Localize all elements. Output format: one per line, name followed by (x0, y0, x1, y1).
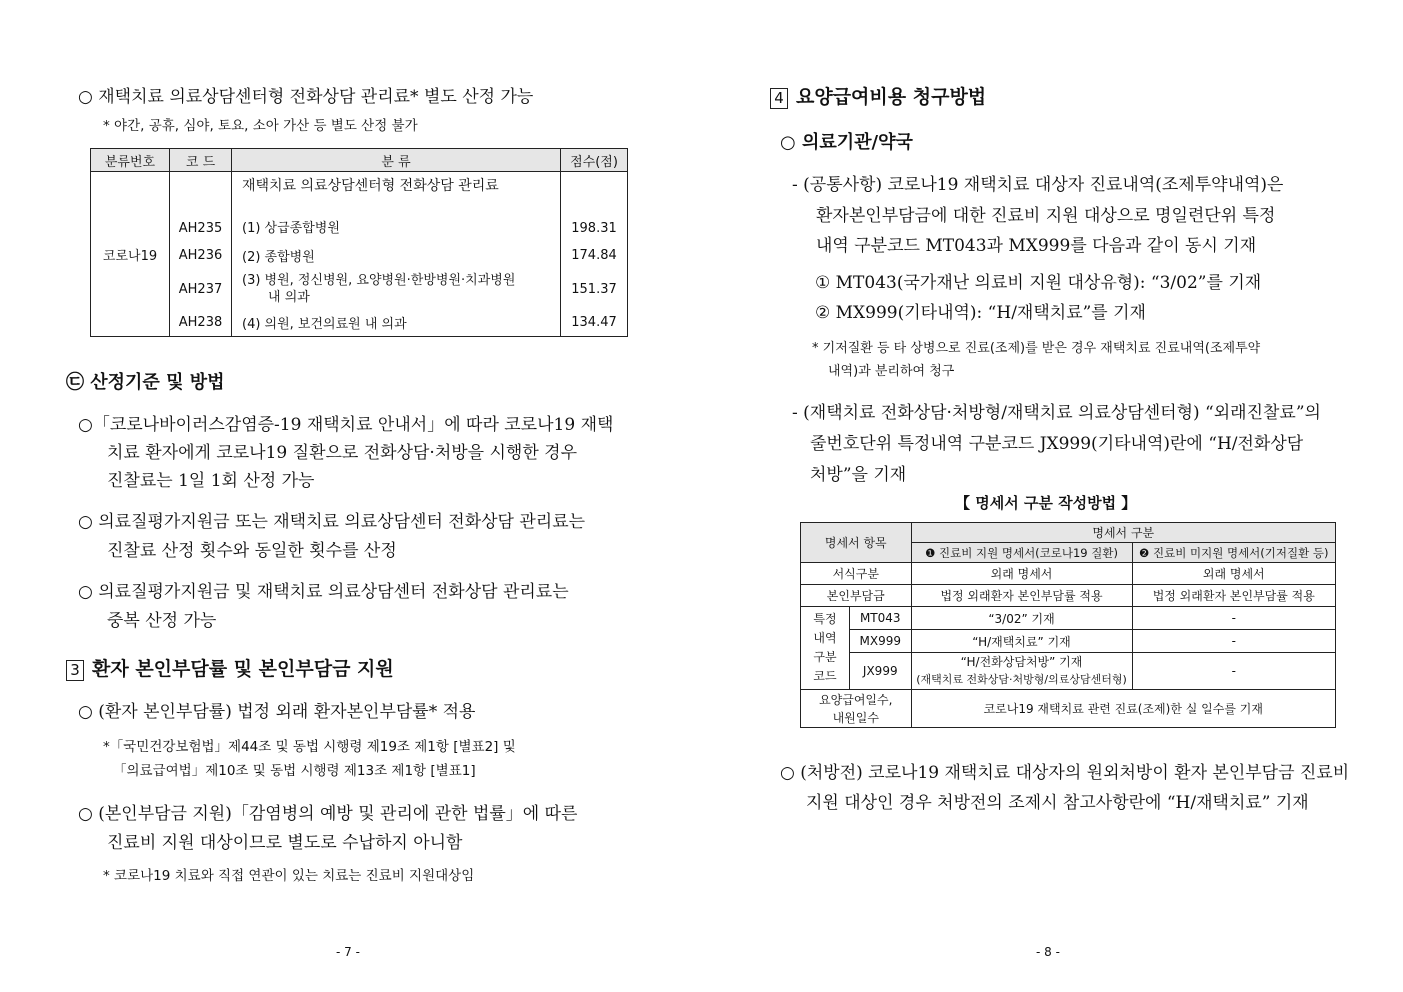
th-name: 분 류 (232, 149, 561, 172)
para-line: 환자본인부담금에 대한 진료비 지원 대상으로 명일련단위 특정 (816, 206, 1276, 226)
para-line: 내역 구분코드 MT043과 MX999를 다음과 같이 동시 기재 (816, 236, 1257, 256)
table-caption: 【 명세서 구분 작성방법 】 (955, 494, 1137, 512)
para-line: 진찰료 산정 횟수와 동일한 횟수를 산정 (107, 541, 397, 561)
cell: 법정 외래환자 본인부담률 적용 (1132, 585, 1335, 607)
cell: “3/02” 기재 (911, 607, 1132, 630)
spec-code-label (801, 607, 850, 690)
name-cell: (1) 상급종합병원 (232, 198, 561, 240)
score-cell: 198.31 (561, 198, 628, 240)
code-cell: MX999 (850, 630, 912, 653)
label-part: 내역 (813, 631, 837, 645)
fee-line: ○ 재택치료 의료상담센터형 전화상담 관리료* 별도 산정 가능 (78, 87, 534, 107)
row-label: 서식구분 (801, 563, 912, 585)
code-cell: MT043 (850, 607, 912, 630)
th-code: 코 드 (170, 149, 232, 172)
para-line: ○ 의료질평가지원금 또는 재택치료 의료상담센터 전화상담 관리료는 (78, 512, 586, 532)
para-line: ○ (처방전) 코로나19 재택치료 대상자의 원외처방이 환자 본인부담금 진료비 (780, 763, 1350, 783)
section-heading: ㉢ 산정기준 및 방법 (66, 372, 225, 393)
para-line: 처방”을 기재 (810, 465, 907, 485)
row-label (801, 690, 912, 728)
table-title: 재택치료 의료상담센터형 전화상담 관리료 (232, 172, 561, 199)
note-line: 「의료급여법」제10조 및 동법 시행령 제13조 제1항 [별표1] (113, 763, 476, 779)
section-heading (66, 654, 394, 681)
cell-line-2: (재택치료 전화상담·처방형/의료상담센터형) (916, 673, 1127, 686)
code-cell: JX999 (850, 653, 912, 690)
para-line: - (재택치료 전화상담·처방형/재택치료 의료상담센터형) “외래진찰료”의 (792, 403, 1321, 423)
code-cell: AH235 (170, 198, 232, 240)
cell: “H/재택치료” 기재 (911, 630, 1132, 653)
cell: - (1132, 653, 1335, 690)
score-cell: 134.47 (561, 308, 628, 337)
section-title: 환자 본인부담률 및 본인부담금 지원 (92, 658, 394, 680)
cell: 외래 명세서 (1132, 563, 1335, 585)
cell: 코로나19 재택치료 관련 진료(조제)한 실 일수를 기재 (911, 690, 1335, 728)
label-part: 구분 (813, 650, 837, 664)
code-cell: AH236 (170, 240, 232, 270)
para-line: 진찰료는 1일 1회 산정 가능 (107, 471, 315, 491)
code-item: ① MT043(국가재난 의료비 지원 대상유형): “3/02”를 기재 (815, 273, 1262, 293)
name-line: (3) 병원, 정신병원, 요양병원·한방병원·치과병원 (242, 273, 516, 288)
name-cell: (2) 종합병원 (232, 240, 561, 270)
spec-table (800, 522, 1336, 728)
th-score: 점수(점) (561, 149, 628, 172)
cell (911, 653, 1132, 690)
page-number: - 7 - (336, 945, 360, 959)
section-number: 3 (66, 660, 84, 681)
score-cell: 151.37 (561, 270, 628, 308)
para-line: - (공통사항) 코로나19 재택치료 대상자 진료내역(조제투약내역)은 (792, 175, 1284, 195)
note-line: *「국민건강보험법」제44조 및 동법 시행령 제19조 제1항 [별표2] 및 (103, 739, 516, 755)
fee-table (90, 148, 628, 337)
para-line: ○ (환자 본인부담률) 법정 외래 환자본인부담률* 적용 (78, 702, 476, 722)
page-number: - 8 - (1036, 945, 1060, 959)
para-line: 진료비 지원 대상이므로 별도로 수납하지 아니함 (107, 833, 463, 853)
para-line: ○ 의료질평가지원금 및 재택치료 의료상담센터 전화상담 관리료는 (78, 582, 569, 602)
label-part: 코드 (813, 669, 837, 683)
para-line: ○「코로나바이러스감염증-19 재택치료 안내서」에 따라 코로나19 재택 (78, 415, 614, 435)
code-item: ② MX999(기타내역): “H/재택치료”를 기재 (815, 303, 1146, 323)
cell-line: “H/전화상담처방” 기재 (960, 655, 1083, 669)
note-line: * 코로나19 치료와 직접 연관이 있는 치료는 진료비 지원대상임 (103, 868, 475, 884)
section-number: 4 (770, 88, 788, 109)
code-cell: AH237 (170, 270, 232, 308)
cell: - (1132, 607, 1335, 630)
group-cell: 코로나19 (91, 172, 170, 337)
th-item: 명세서 항목 (801, 523, 912, 563)
label-line: 요양급여일수, (819, 692, 893, 707)
para-line: ○ (본인부담금 지원)「감염병의 예방 및 관리에 관한 법률」에 따른 (78, 804, 578, 824)
cell: 외래 명세서 (911, 563, 1132, 585)
th-col2: ❷ 진료비 미지원 명세서(기저질환 등) (1132, 543, 1335, 563)
section-title: 요양급여비용 청구방법 (796, 86, 987, 108)
para-line: 지원 대상인 경우 처방전의 조제시 참고사항란에 “H/재택치료” 기재 (806, 793, 1309, 813)
name-cell (232, 270, 561, 308)
para-line: 중복 산정 가능 (107, 611, 217, 631)
para-line: 치료 환자에게 코로나19 질환으로 전화상담·처방을 시행한 경우 (107, 443, 578, 463)
row-label: 본인부담금 (801, 585, 912, 607)
cell: 법정 외래환자 본인부담률 적용 (911, 585, 1132, 607)
code-cell: AH238 (170, 308, 232, 337)
note-line: 내역)과 분리하여 청구 (828, 364, 955, 379)
score-cell: 174.84 (561, 240, 628, 270)
name-line-2: 내 의과 (268, 290, 310, 305)
sub-heading: ○ 의료기관/약국 (780, 132, 913, 153)
label-line-2: 내원일수 (832, 710, 879, 725)
th-code-group: 분류번호 (91, 149, 170, 172)
section-heading (770, 82, 986, 109)
note-line: * 기저질환 등 타 상병으로 진료(조제)를 받은 경우 재택치료 진료내역(조제투약 (812, 341, 1261, 356)
cell: - (1132, 630, 1335, 653)
fee-note: * 야간, 공휴, 심야, 토요, 소아 가산 등 별도 산정 불가 (103, 118, 418, 134)
label-part: 특정 (813, 612, 837, 626)
th-group: 명세서 구분 (911, 523, 1335, 543)
para-line: 줄번호단위 특정내역 구분코드 JX999(기타내역)란에 “H/전화상담 (810, 434, 1304, 454)
name-cell: (4) 의원, 보건의료원 내 의과 (232, 308, 561, 337)
th-col1: ❶ 진료비 지원 명세서(코로나19 질환) (911, 543, 1132, 563)
